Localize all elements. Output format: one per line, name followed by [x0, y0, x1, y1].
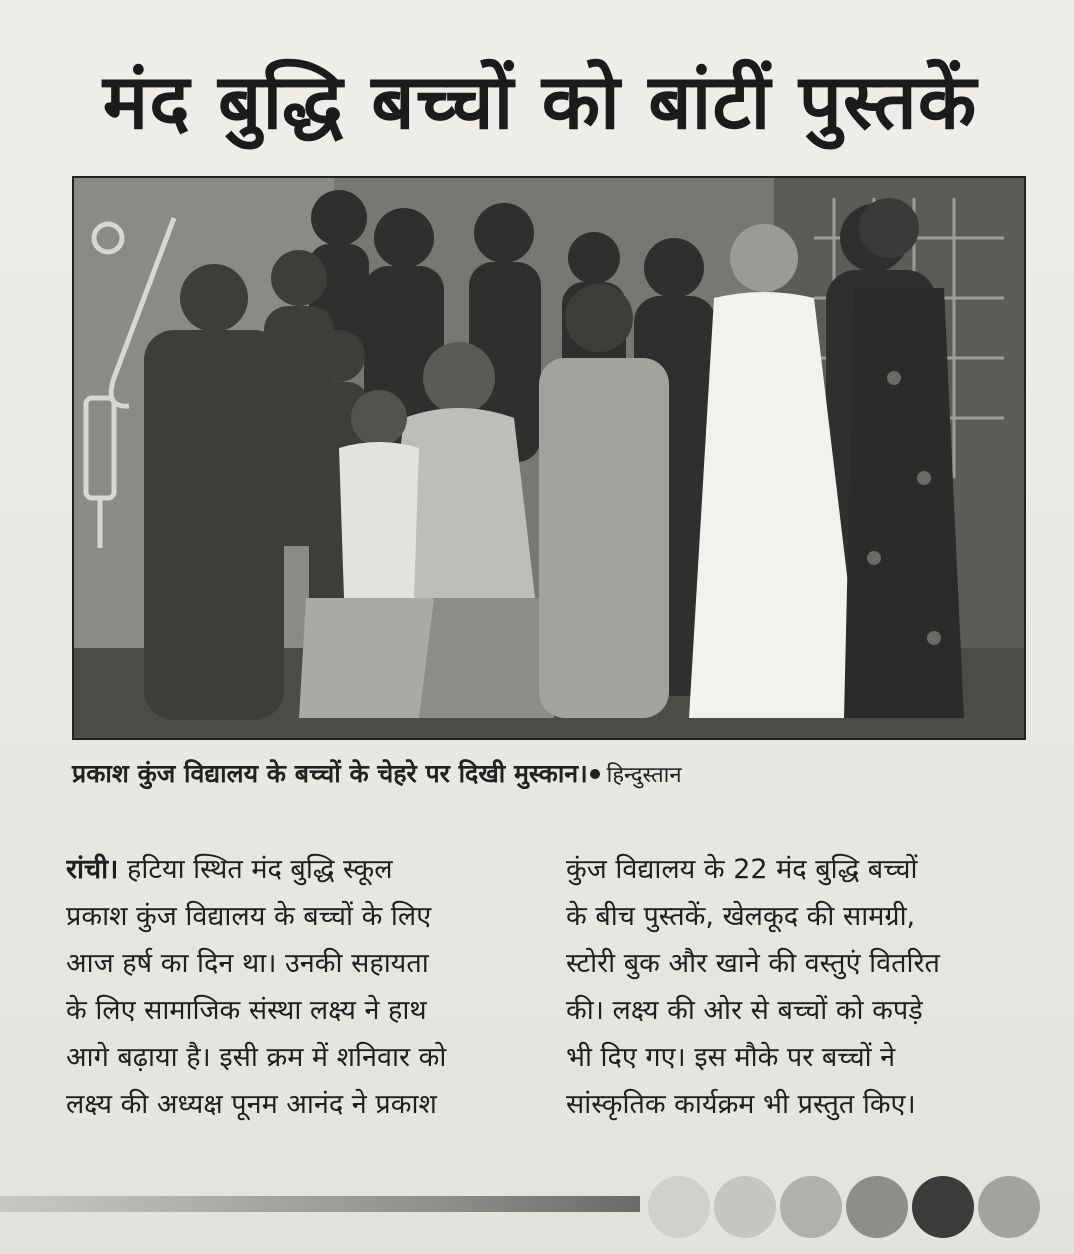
footer-dot: [846, 1176, 908, 1238]
article-line-text: आज हर्ष का दिन था। उनकी सहायता: [66, 948, 429, 979]
article-line: [66, 940, 528, 987]
footer-dot: [978, 1176, 1040, 1238]
photo-credit: हिन्दुस्तान: [606, 763, 682, 788]
headline: मंद बुद्धि बच्चों को बांटीं पुस्तकें: [102, 57, 978, 146]
dateline: रांची।: [66, 854, 119, 885]
article-line: [66, 893, 528, 940]
article-line: सांस्कृतिक कार्यक्रम भी प्रस्तुत किए।: [566, 1089, 916, 1120]
footer-dot: [648, 1176, 710, 1238]
caption-text: प्रकाश कुंज विद्यालय के बच्चों के चेहरे पर दिखी मुस्कान: [72, 759, 579, 788]
article-line: [66, 987, 528, 1034]
article-line-text: हटिया स्थित मंद बुद्धि स्कूल: [118, 854, 393, 885]
article-line: के बीच पुस्तकें, खेलकूद की सामग्री,: [566, 901, 916, 932]
footer-dot: [714, 1176, 776, 1238]
news-photo: [72, 176, 1026, 740]
footer-bar: [0, 1196, 640, 1212]
footer-dots: [640, 1176, 1074, 1246]
group-photo-illustration: [74, 178, 1024, 738]
article-line: [66, 846, 528, 893]
article-line: की। लक्ष्य की ओर से बच्चों को कपड़े: [566, 995, 923, 1026]
article-column-right: [566, 846, 1028, 1128]
photo-caption: [72, 752, 1022, 796]
footer-dot: [912, 1176, 974, 1238]
article-line-text: आगे बढ़ाया है। इसी क्रम में शनिवार को: [66, 1042, 447, 1073]
article-line: [66, 1034, 528, 1081]
article-column-left: [66, 846, 528, 1128]
article-line: [66, 1081, 528, 1128]
caption-separator: ।: [578, 759, 588, 788]
footer-dot: [780, 1176, 842, 1238]
bullet-icon: [590, 769, 600, 779]
article-line: भी दिए गए। इस मौके पर बच्चों ने: [566, 1042, 896, 1073]
article-line: कुंज विद्यालय के 22 मंद बुद्धि बच्चों: [566, 854, 918, 885]
article-line-text: के लिए सामाजिक संस्था लक्ष्य ने हाथ: [66, 995, 427, 1026]
article-line-text: लक्ष्य की अध्यक्ष पूनम आनंद ने प्रकाश: [66, 1089, 437, 1120]
article-line-text: प्रकाश कुंज विद्यालय के बच्चों के लिए: [66, 901, 432, 932]
article-line: स्टोरी बुक और खाने की वस्तुएं वितरित: [566, 948, 940, 979]
